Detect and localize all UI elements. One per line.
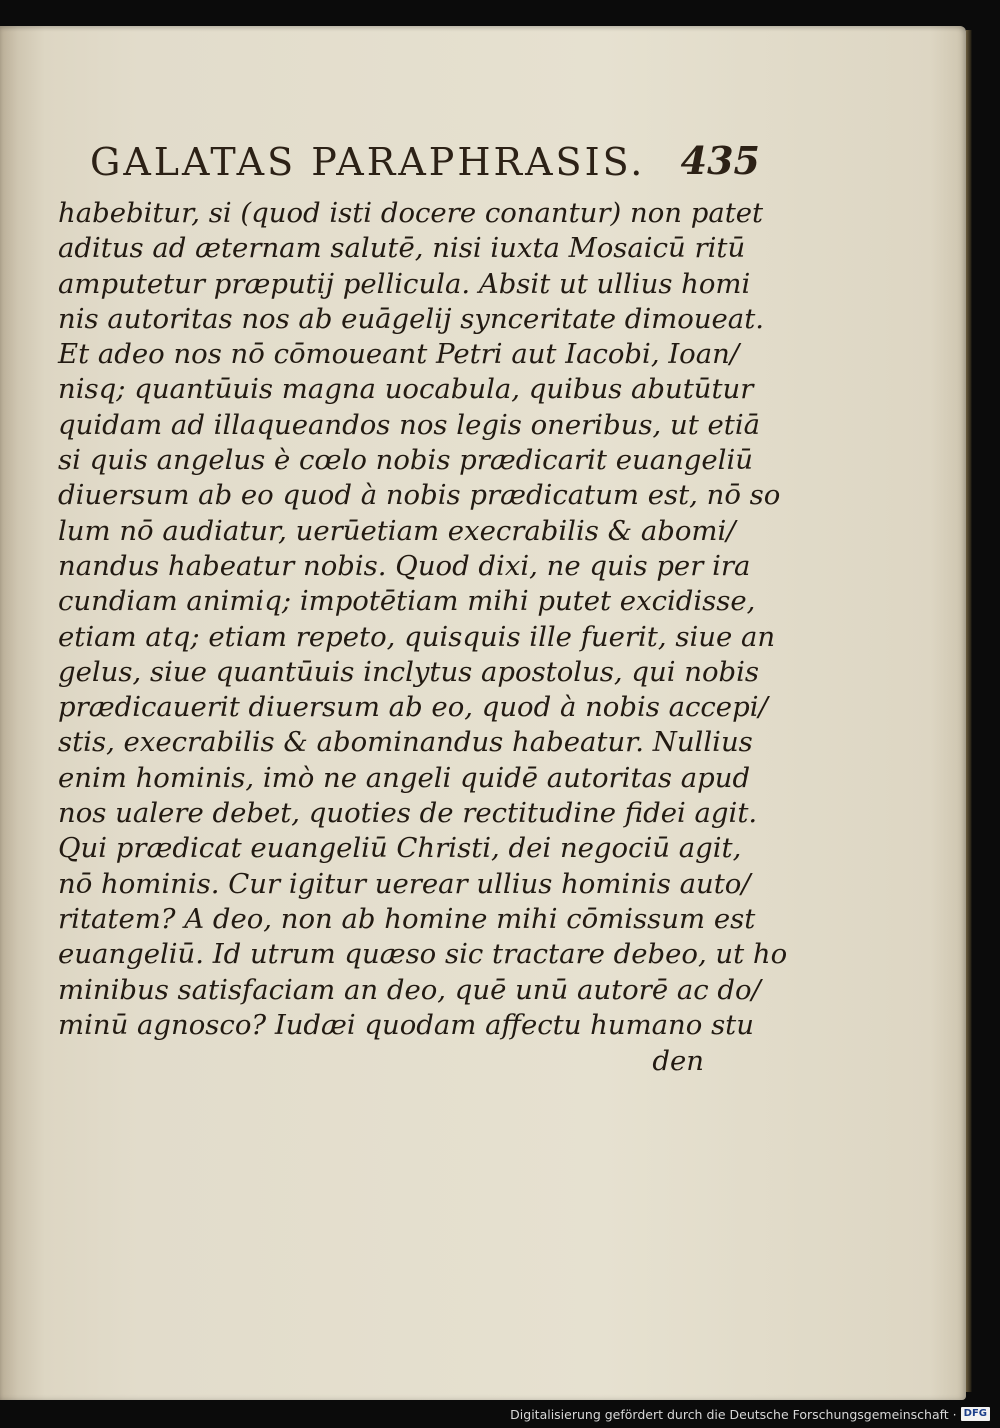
text-line: euangeliū. Id utrum quæso sic tractare debeo, ut ho xyxy=(58,938,788,971)
text-line: prædicauerit diuersum ab eo, quod à nobis accepi/ xyxy=(58,691,768,724)
text-line: nos ualere debet, quoties de rectitudine fidei agit. xyxy=(58,797,758,830)
text-line: etiam atq; etiam repeto, quisquis ille fuerit, siue an xyxy=(58,620,776,653)
text-line: nisq; quantūuis magna uocabula, quibus abutūtur xyxy=(58,373,754,406)
text-line: minū agnosco? Iudæi quodam affectu humano stu xyxy=(58,1008,754,1041)
running-title: GALATAS PARAPHRASIS. xyxy=(90,140,646,184)
text-line: minibus satisfaciam an deo, quē unū autorē ac do/ xyxy=(58,973,761,1006)
text-line: lum nō audiatur, uerūetiam execrabilis & abomi/ xyxy=(58,514,736,547)
text-line: nandus habeatur nobis. Quod dixi, ne quis per ira xyxy=(58,549,751,582)
catchword: den xyxy=(652,1045,704,1078)
text-line: ritatem? A deo, non ab homine mihi cōmissum est xyxy=(58,902,756,935)
text-line: quidam ad illaqueandos nos legis oneribus, ut etiā xyxy=(58,408,761,441)
text-line: enim hominis, imò ne angeli quidē autoritas apud xyxy=(58,761,751,794)
text-line: nō hominis. Cur igitur uerear ullius hominis auto/ xyxy=(58,867,751,900)
digitization-credit xyxy=(510,1404,990,1424)
page-header xyxy=(90,136,770,196)
text-line: habebitur, si (quod isti docere conantur) non patet xyxy=(58,197,764,229)
body-text xyxy=(58,196,788,1079)
folio-number: 435 xyxy=(680,138,760,183)
text-line: amputetur præputij pellicula. Absit ut ullius homi xyxy=(58,267,751,300)
credit-text: Digitalisierung gefördert durch die Deutsche Forschungsgemeinschaft · xyxy=(510,1406,957,1422)
dfg-logo: DFG xyxy=(961,1407,990,1421)
text-line: gelus, siue quantūuis inclytus apostolus, qui nobis xyxy=(58,655,760,688)
text-line: cundiam animiq; impotētiam mihi putet excidisse, xyxy=(58,585,756,618)
page-edge-shadow xyxy=(966,30,972,1392)
text-line: si quis angelus è cœlo nobis prædicarit euangeliū xyxy=(58,444,753,477)
text-line: Et adeo nos nō cōmoueant Petri aut Iacobi, Ioan/ xyxy=(58,338,740,371)
book-page xyxy=(0,26,966,1400)
text-line: nis autoritas nos ab euāgelij synceritate dimoueat. xyxy=(58,302,764,335)
text-line: Qui prædicat euangeliū Christi, dei negociū agit, xyxy=(58,832,742,865)
text-line: stis, execrabilis & abominandus habeatur. Nullius xyxy=(58,726,753,759)
text-line: aditus ad æternam salutē, nisi iuxta Mosaicū ritū xyxy=(58,232,746,265)
text-line: diuersum ab eo quod à nobis prædicatum est, nō so xyxy=(58,479,781,512)
